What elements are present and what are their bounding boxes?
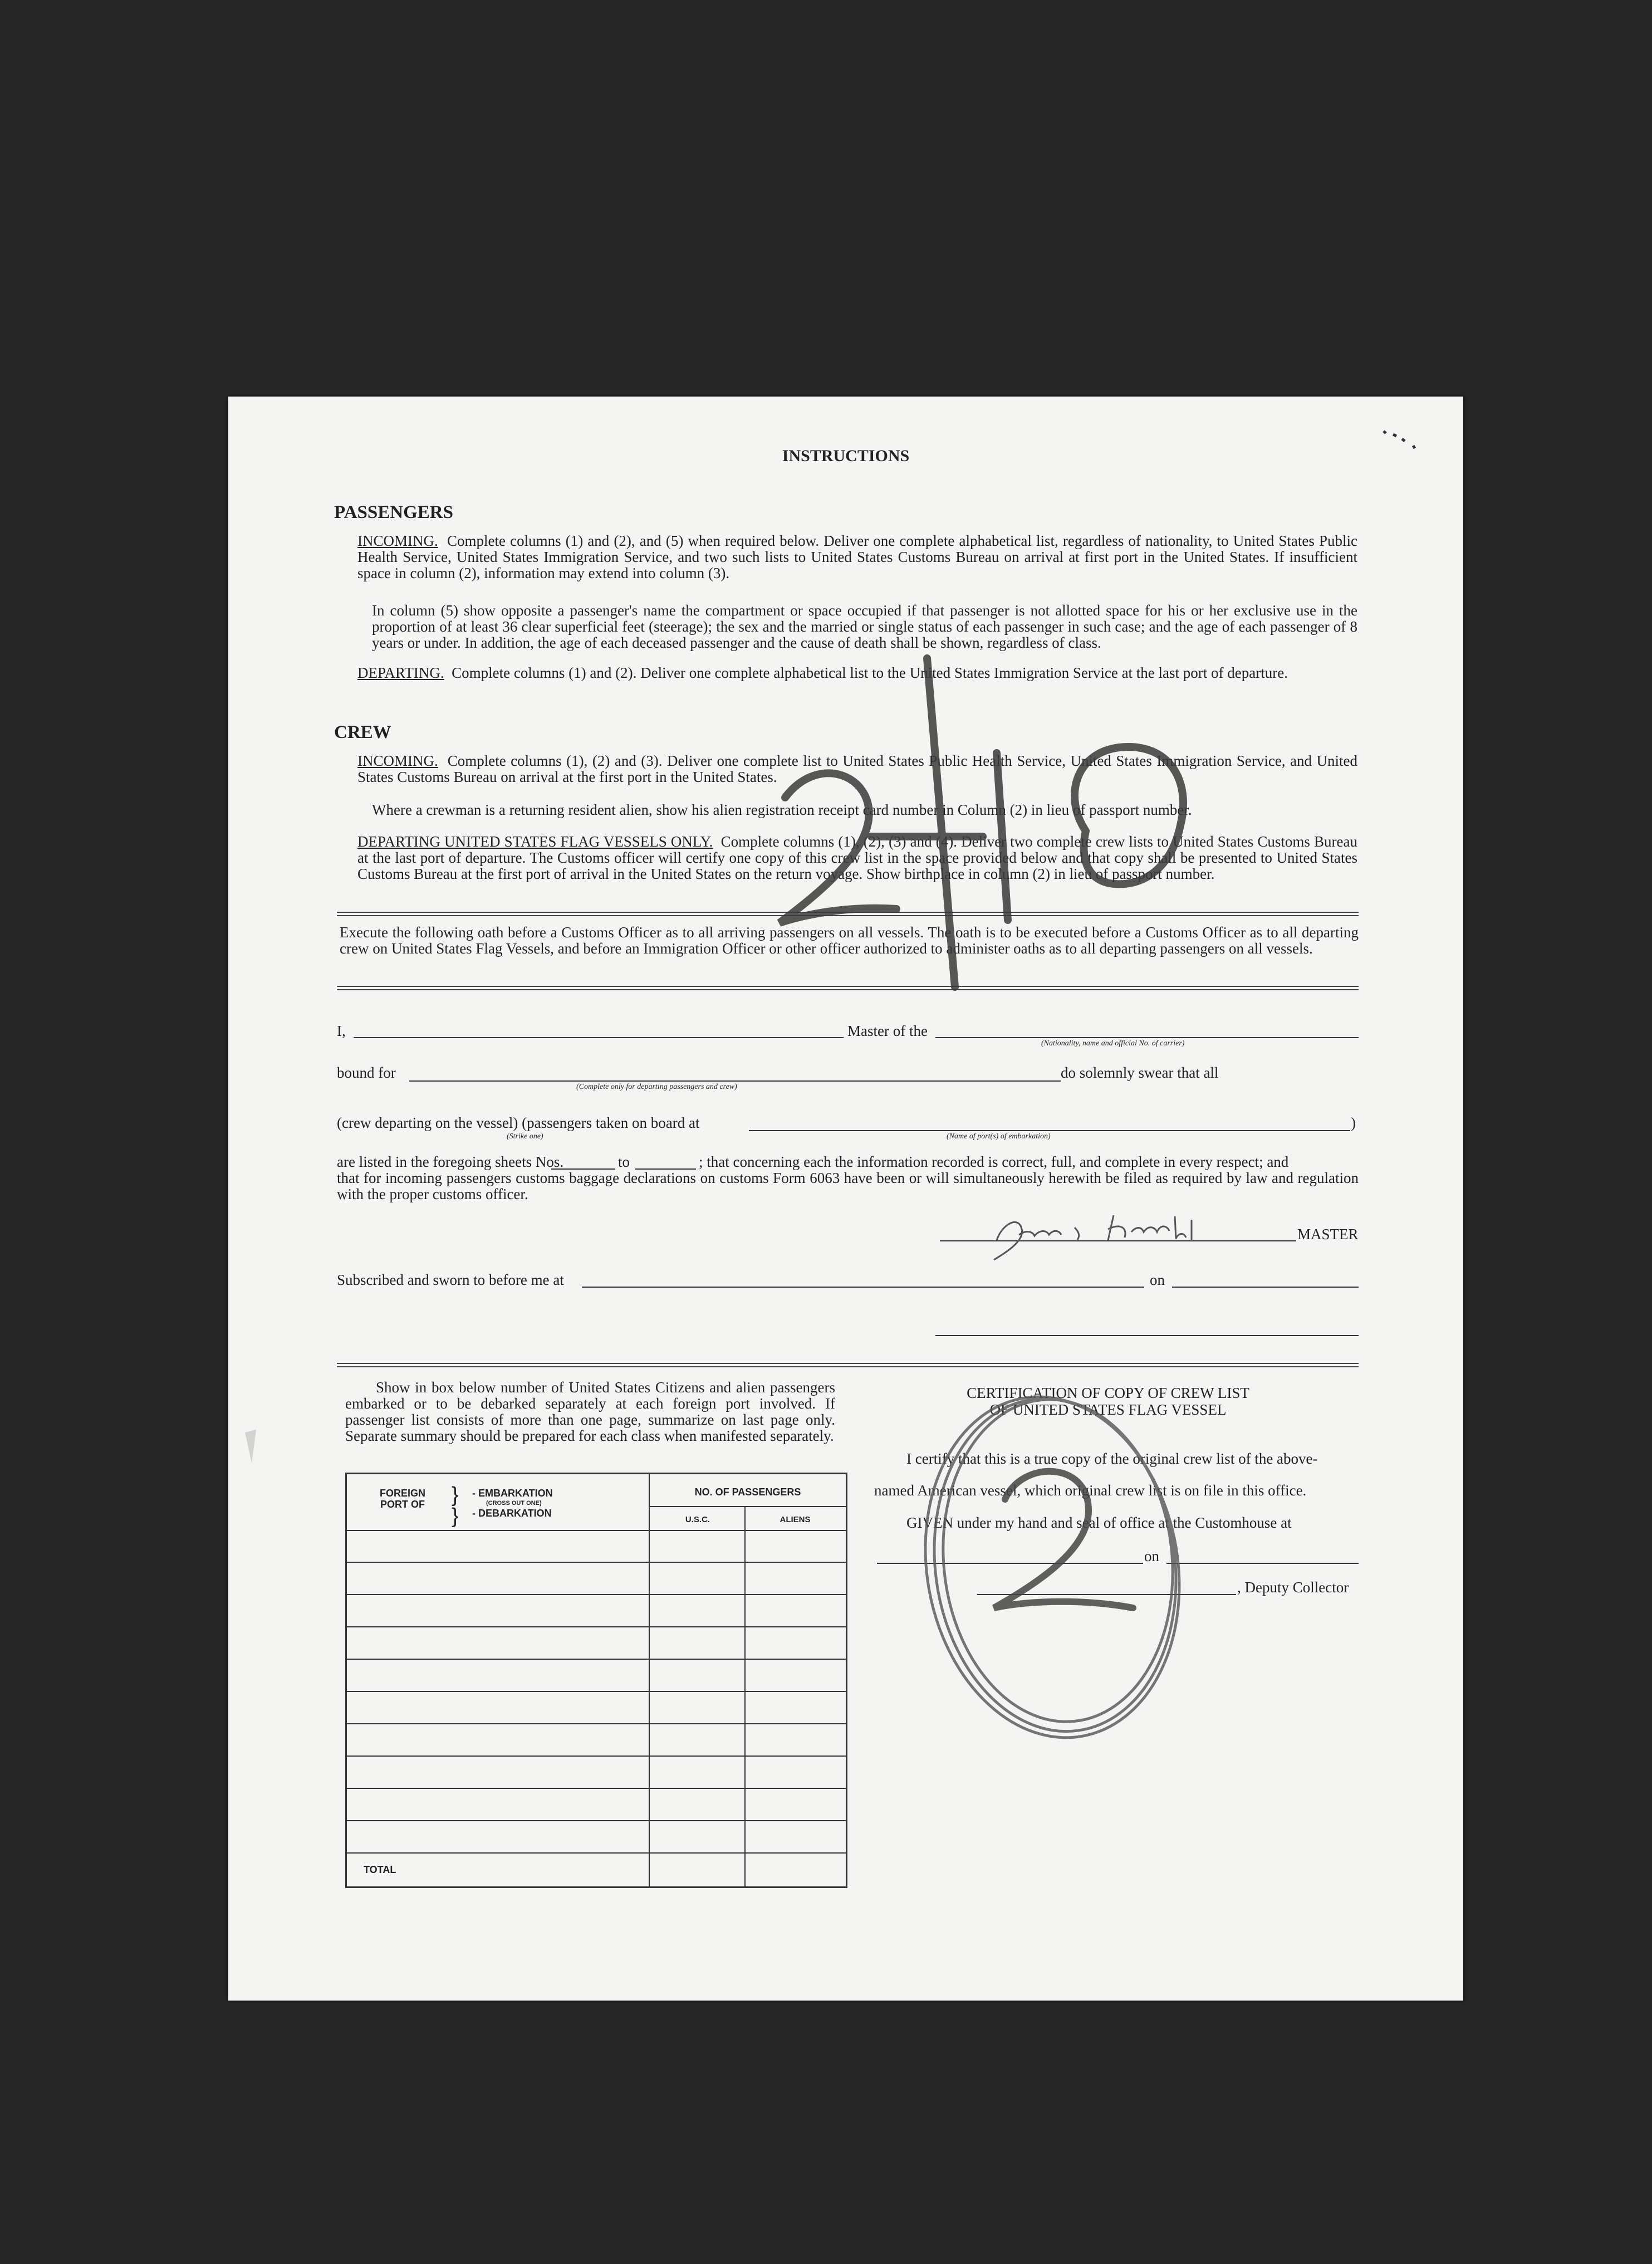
certify-line-1: I certify that this is a true copy of the original crew list of the above- (906, 1450, 1318, 1467)
bound-for-label: bound for (337, 1064, 396, 1081)
crew-departing-text: Complete columns (1), (2), (3) and (4). Deliver two complete crew lists to United States Customs Bureau at the last port of departure. The Customs officer will certify one copy of this crew list in the space provided below and that copy shall be presented to United States Customs Bureau at the first port of arrival in the United States on the return voyage. Show birthplace in column (2) in lieu of passport number. (357, 833, 1357, 882)
strike-caption: (Strike one) (507, 1132, 543, 1141)
passengers-heading: PASSENGERS (334, 502, 453, 522)
passengers-departing-text: Complete columns (1) and (2). Deliver one complete alphabetical list to the United States Immigration Service at the last port of departure. (452, 664, 1288, 681)
aliens-header: ALIENS (780, 1515, 811, 1524)
passengers-incoming-text: Complete columns (1) and (2), and (5) when required below. Deliver one complete alphabetical list, regardless of nationality, to United States Public Health Service, United States Immigration Service, and two such lists to United States Customs Bureau on arrival at first port in the United States. If insufficient space in column (2), information may extend into column (3). (357, 532, 1358, 581)
handwritten-annotations (228, 397, 1463, 2001)
sworn-on-label: on (1150, 1272, 1165, 1288)
debarkation-header: - DEBARKATION (472, 1508, 552, 1519)
certify-line-2: named American vessel, which original crew list is on file in this office. (874, 1482, 1307, 1499)
page-title: INSTRUCTIONS (782, 447, 910, 465)
summary-note: Show in box below number of United States Citizens and alien passengers embarked or to be debarked separately at each foreign port involved. If passenger list consists of more than one page, summarize on last page only. Separate summary should be prepared for each class when manifested separately. (345, 1379, 835, 1444)
listed-text: ; that concerning each the information recorded is correct, full, and complete in every respect; and (699, 1153, 1289, 1170)
listed-to-label: to (618, 1153, 630, 1170)
complete-caption: (Complete only for departing passengers and crew) (576, 1083, 737, 1091)
deputy-collector-label: , Deputy Collector (1237, 1579, 1349, 1596)
baggage-text: that for incoming passengers customs baggage declarations on customs Form 6063 have been or will simultaneously herewith be filed as required by law and regulation with the proper customs officer. (337, 1170, 1359, 1202)
document-page (228, 397, 1463, 2001)
crew-passengers-label: (crew departing on the vessel) (passengers taken on board at (337, 1114, 700, 1131)
certification-on-label: on (1144, 1548, 1159, 1564)
close-paren: ) (1351, 1114, 1356, 1131)
nationality-caption: (Nationality, name and official No. of carrier) (1041, 1039, 1185, 1048)
foreign-port-header: FOREIGN PORT OF (379, 1488, 425, 1510)
master-of-label: Master of the (847, 1023, 928, 1039)
crew-incoming-text: Complete columns (1), (2) and (3). Deliver one complete list to United States Public Health Service, United States Immigration Service, and United States Customs Bureau on arrival at the first port in the United States. (357, 752, 1357, 785)
crew-incoming-label: INCOMING. (357, 752, 438, 769)
usc-header: U.S.C. (685, 1515, 710, 1524)
ports-caption: (Name of port(s) of embarkation) (947, 1132, 1051, 1141)
given-line: GIVEN under my hand and seal of office at the Customhouse at (906, 1514, 1292, 1531)
total-label: TOTAL (364, 1864, 396, 1875)
listed-sheets-label: are listed in the foregoing sheets Nos. (337, 1153, 564, 1170)
crew-heading: CREW (334, 722, 391, 742)
crew-resident: Where a crewman is a returning resident alien, show his alien registration receipt card number in Column (2) in lieu of passport number. (372, 801, 1192, 818)
no-passengers-header: NO. OF PASSENGERS (694, 1486, 801, 1498)
certification-heading-1: CERTIFICATION OF COPY OF CREW LIST (967, 1385, 1249, 1401)
oath-i-label: I, (337, 1023, 346, 1039)
cross-out-note: (CROSS OUT ONE) (486, 1500, 542, 1507)
crew-departing-label: DEPARTING UNITED STATES FLAG VESSELS ONLY. (357, 833, 713, 850)
brace: } } (452, 1483, 459, 1528)
embarkation-header: - EMBARKATION (472, 1488, 553, 1499)
swear-label: do solemnly swear that all (1061, 1064, 1219, 1081)
subscribed-label: Subscribed and sworn to before me at (337, 1272, 564, 1288)
master-label: MASTER (1297, 1226, 1359, 1243)
certification-heading-2: OF UNITED STATES FLAG VESSEL (989, 1401, 1227, 1418)
passengers-departing-label: DEPARTING. (357, 664, 444, 681)
passengers-incoming-label: INCOMING. (357, 532, 438, 549)
oath-instruction: Execute the following oath before a Customs Officer as to all arriving passengers on all vessels. The oath is to be executed before a Customs Officer as to all departing crew on United States Flag Vessels, and before an Immigration Officer or other officer authorized to administer oaths as to all departing passengers on all vessels. (340, 924, 1359, 957)
passengers-column5: In column (5) show opposite a passenger's name the compartment or space occupied if that passenger is not allotted space for his or her exclusive use in the proportion of at least 36 clear superficial feet (steerage); the sex and the married or single status of each passenger in such case; and the age of each passenger of 8 years or under. In addition, the age of each deceased passenger and the cause of death shall be shown, regardless of class. (372, 602, 1357, 651)
